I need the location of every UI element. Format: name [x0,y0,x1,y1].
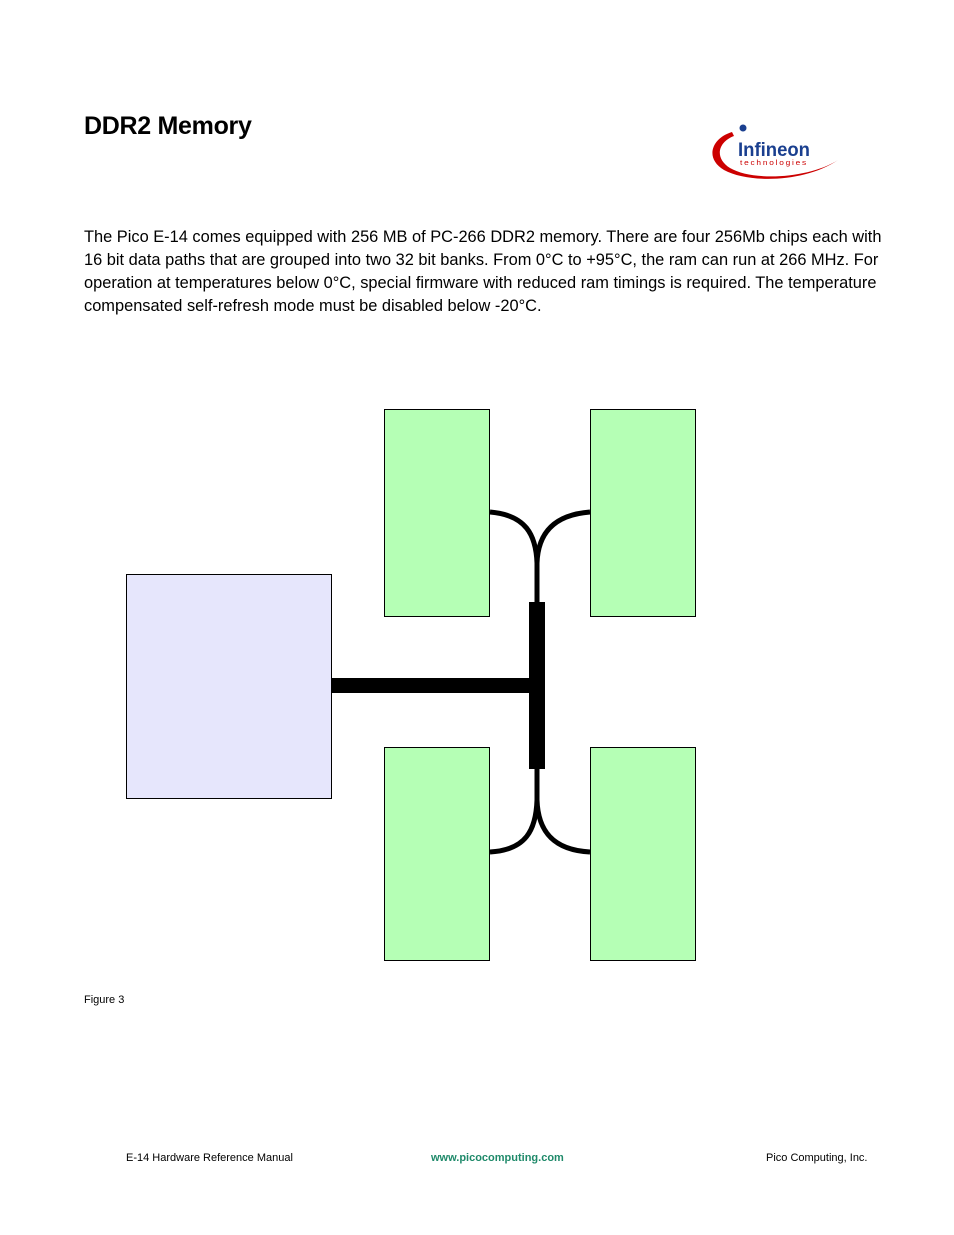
bus-branch-bottom-left [490,769,537,852]
memory-chip-top-right [591,410,696,617]
footer-website-link[interactable]: www.picocomputing.com [431,1152,564,1164]
footer-company: Pico Computing, Inc. [766,1152,868,1164]
logo-brand-text: Infineon [738,140,810,161]
horizontal-bus [331,678,537,693]
bus-branch-bottom-right [537,800,590,852]
bus-branch-top-right [537,512,590,563]
memory-chip-bottom-right [591,748,696,961]
footer-manual-title: E-14 Hardware Reference Manual [126,1152,293,1164]
vertical-bus [529,602,545,769]
memory-chip-top-left [385,410,490,617]
logo-tagline-text: technologies [740,160,808,167]
intro-paragraph: The Pico E-14 comes equipped with 256 MB of PC-266 DDR2 memory. There are four 256Mb chips each with 16 bit data paths that are grouped into two 32 bit banks. From 0°C to +95°C, the ram can run at 266 MHz. For operation at temperatures below 0°C, special firmware with reduced ram timings is required. The temperature compensated self-refresh mode must be disabled below -20°C. [84,228,882,315]
controller-block [127,575,332,799]
memory-chip-bottom-left [385,748,490,961]
page-title: DDR2 Memory [84,112,252,140]
figure-caption: Figure 3 [84,994,125,1006]
bus-branch-top-left [490,512,537,602]
